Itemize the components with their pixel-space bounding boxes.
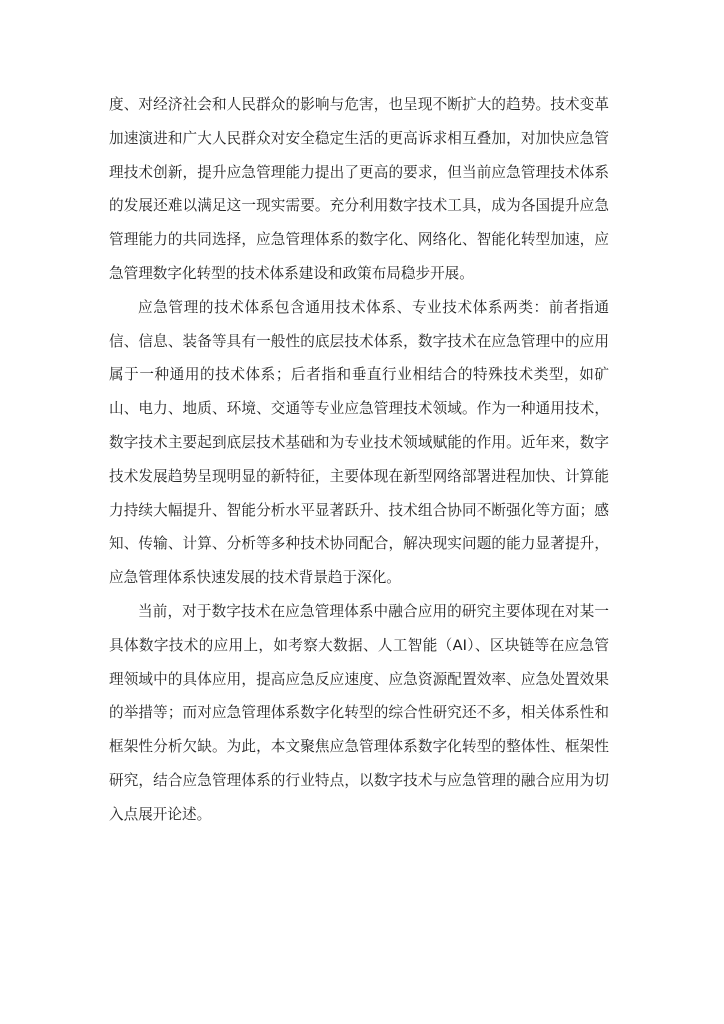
- text-line: 数字技术主要起到底层技术基础和为专业技术领域赋能的作用。近年来，数字: [109, 433, 609, 451]
- text-line: 框架性分析欠缺。为此，本文聚焦应急管理体系数字化转型的整体性、框架性: [109, 738, 609, 756]
- text-line: 应急管理的技术体系包含通用技术体系、专业技术体系两类：前者指通: [138, 298, 609, 316]
- text-line: 理技术创新，提升应急管理能力提出了更高的要求，但当前应急管理技术体系: [109, 163, 609, 181]
- text-line: 研究，结合应急管理体系的行业特点，以数字技术与应急管理的融合应用为切: [109, 771, 609, 789]
- text-line: 入点展开论述。: [109, 805, 212, 823]
- article-body: [109, 88, 609, 832]
- text-line: 山、电力、地质、环境、交通等专业应急管理技术领域。作为一种通用技术，: [109, 400, 609, 418]
- text-line: 知、传输、计算、分析等多种技术协同配合，解决现实问题的能力显著提升，: [109, 535, 609, 553]
- paragraph: [109, 291, 609, 595]
- paragraph: [109, 595, 609, 832]
- text-line: 急管理数字化转型的技术体系建设和政策布局稳步开展。: [109, 264, 474, 282]
- text-line: 信、信息、装备等具有一般性的底层技术体系，数字技术在应急管理中的应用: [109, 332, 609, 350]
- text-line: 加速演进和广大人民群众对安全稳定生活的更高诉求相互叠加，对加快应急管: [109, 129, 609, 147]
- text-line: 力持续大幅提升、智能分析水平显著跃升、技术组合协同不断强化等方面；感: [109, 501, 609, 519]
- text-line: 管理能力的共同选择，应急管理体系的数字化、网络化、智能化转型加速，应: [109, 231, 609, 249]
- text-line: 理领域中的具体应用，提高应急反应速度、应急资源配置效率、应急处置效果: [109, 670, 609, 688]
- text-line: 具体数字技术的应用上，如考察大数据、人工智能（AI）、区块链等在应急管: [109, 636, 609, 654]
- text-line: 的发展还难以满足这一现实需要。充分利用数字技术工具，成为各国提升应急: [109, 197, 609, 215]
- paragraph: [109, 88, 609, 291]
- text-line: 度、对经济社会和人民群众的影响与危害，也呈现不断扩大的趋势。技术变革: [109, 96, 609, 113]
- text-line: 的举措等；而对应急管理体系数字化转型的综合性研究还不多，相关体系性和: [109, 704, 609, 722]
- text-line: 应急管理体系快速发展的技术背景趋于深化。: [109, 569, 401, 587]
- text-line: 技术发展趋势呈现明显的新特征，主要体现在新型网络部署进程加快、计算能: [109, 467, 609, 485]
- text-line: 属于一种通用的技术体系；后者指和垂直行业相结合的特殊技术类型，如矿: [109, 366, 609, 384]
- text-line: 当前，对于数字技术在应急管理体系中融合应用的研究主要体现在对某一: [138, 602, 609, 620]
